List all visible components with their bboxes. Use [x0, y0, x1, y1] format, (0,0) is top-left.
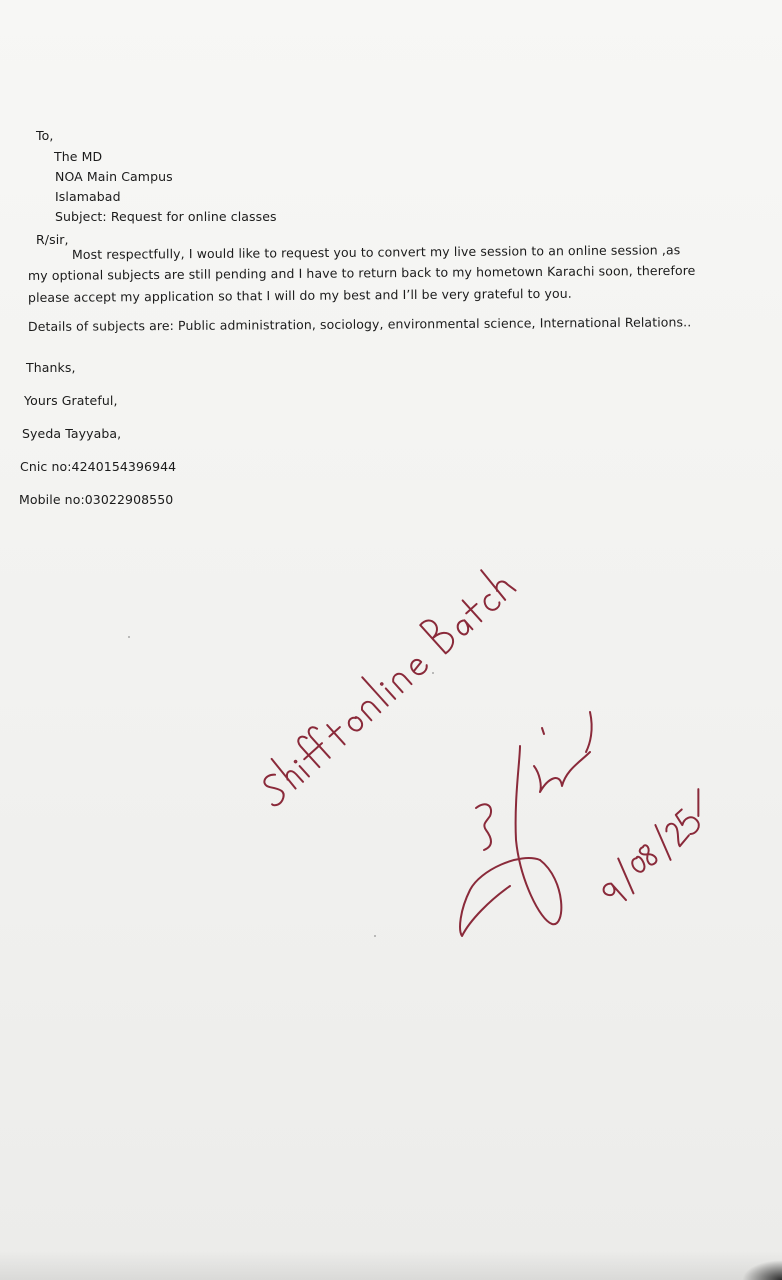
sender-mobile: Mobile no:03022908550: [19, 492, 174, 507]
salutation-to: To,: [36, 128, 54, 143]
handwritten-date: [594, 788, 721, 908]
scan-speck: [432, 672, 434, 674]
closing: Yours Grateful,: [24, 393, 118, 408]
scan-corner-mark: [742, 1260, 782, 1280]
body-line-2: my optional subjects are still pending and I have to return back to my hometown Karachi soon, therefore: [27, 262, 696, 283]
recipient-title: The MD: [54, 149, 103, 164]
body-line-3: please accept my application so that I will do my best and I’ll be very grateful to you.: [27, 285, 572, 305]
page-bottom-shadow: [0, 1250, 782, 1280]
recipient-city: Islamabad: [55, 189, 121, 204]
signature: [460, 712, 592, 936]
subject-line: Subject: Request for online classes: [55, 209, 277, 224]
closing-thanks: Thanks,: [26, 360, 76, 375]
recipient-organization: NOA Main Campus: [55, 169, 173, 184]
scan-speck: [128, 636, 130, 638]
body-line-1: Most respectfully, I would like to request you to convert my live session to an online session ,as: [71, 242, 681, 262]
sender-cnic: Cnic no:4240154396944: [20, 459, 177, 474]
handwritten-note: [249, 562, 516, 808]
scan-speck: [374, 935, 376, 937]
subject-details: Details of subjects are: Public administration, sociology, environmental science, International Relations..: [27, 314, 692, 334]
sender-name: Syeda Tayyaba,: [22, 426, 122, 441]
greeting: R/sir,: [36, 232, 69, 247]
